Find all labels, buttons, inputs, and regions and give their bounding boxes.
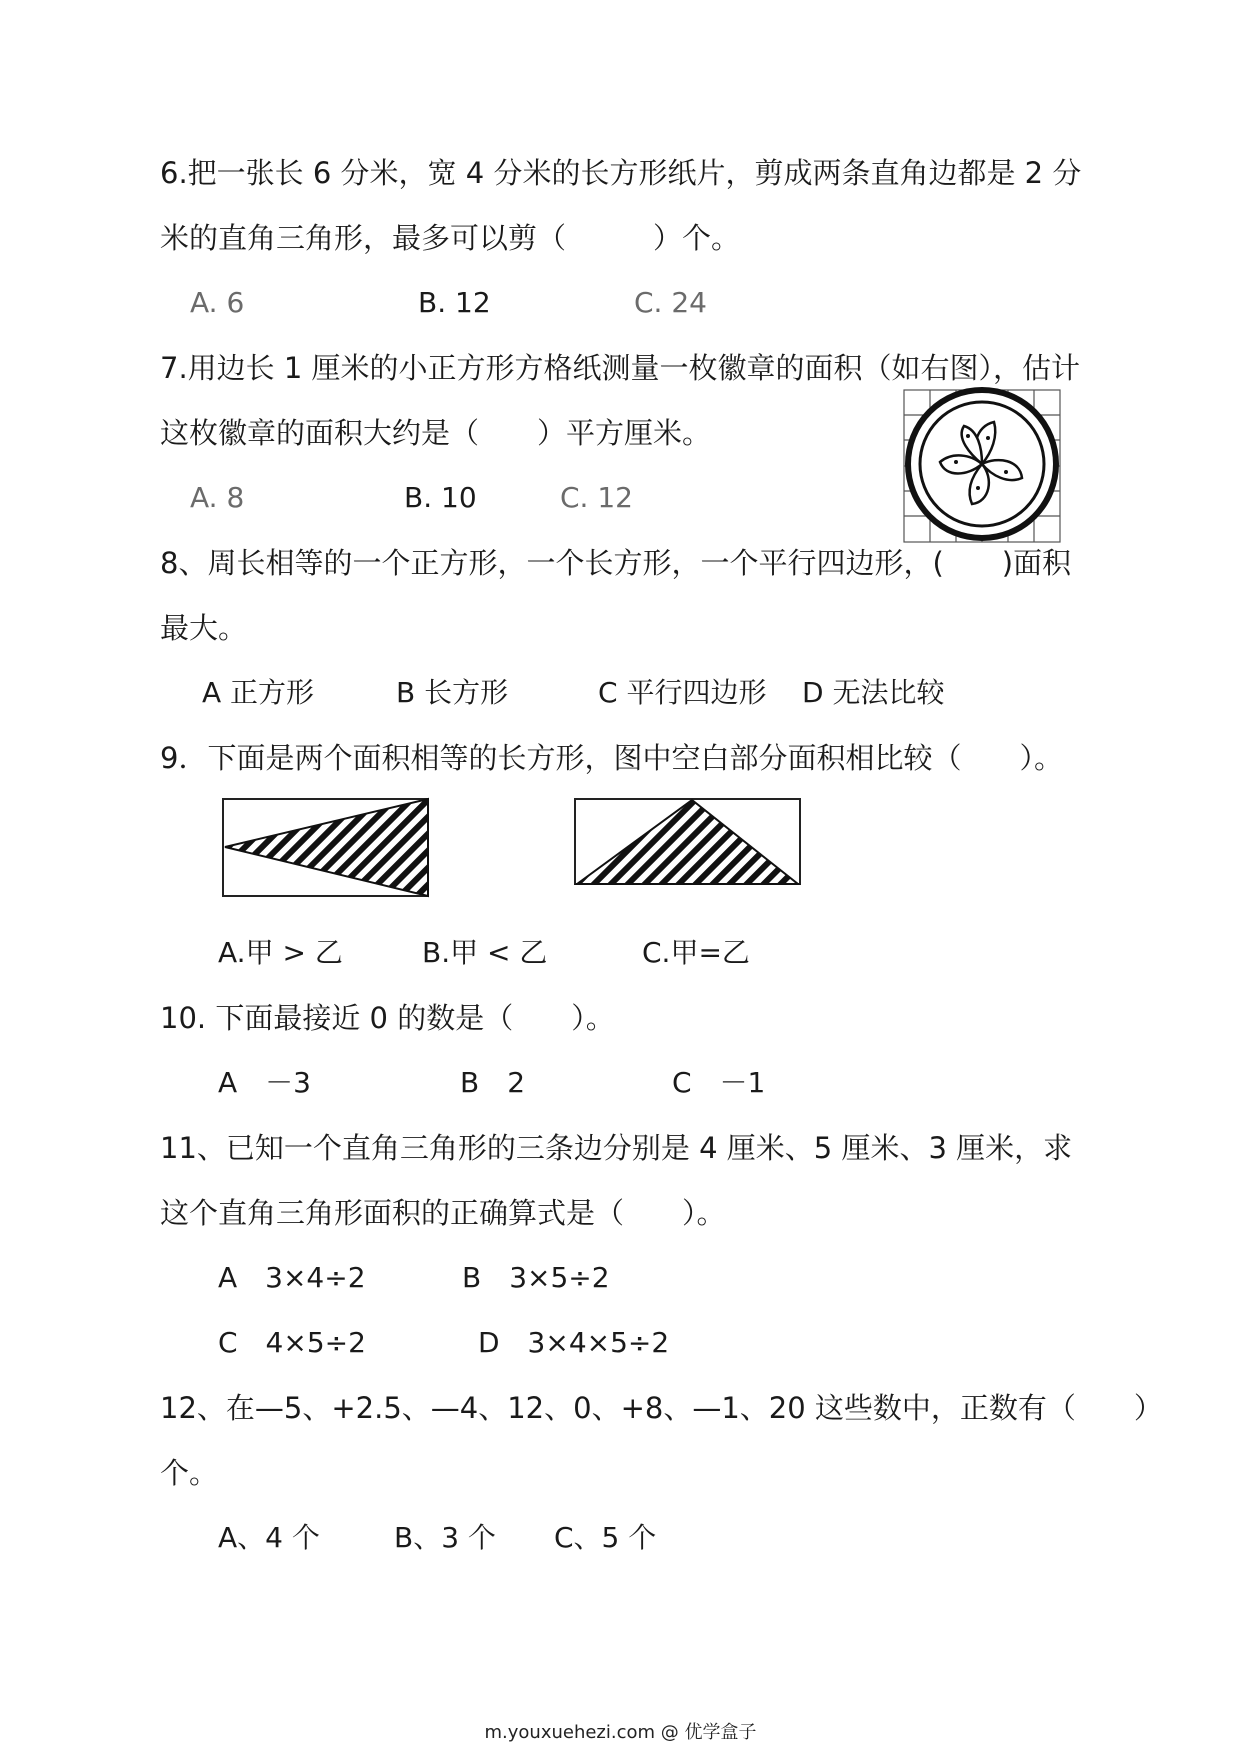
question-6-line-2: 米的直角三角形，最多可以剪（ ）个。 <box>160 221 741 255</box>
question-10-line-1: 10. 下面最接近 0 的数是（ ）。 <box>160 1001 615 1035</box>
footer-watermark: m.youxuehezi.com @ 优学盒子 <box>484 1722 757 1743</box>
question-7-line-2: 这枚徽章的面积大约是（ ）平方厘米。 <box>160 416 712 450</box>
question-11-option-d: D 3×4×5÷2 <box>478 1326 670 1359</box>
question-8-line-2: 最大。 <box>160 611 248 645</box>
question-11-line-2: 这个直角三角形面积的正确算式是（ ）。 <box>160 1196 726 1230</box>
question-12-option-a: A、4 个 <box>218 1521 320 1554</box>
question-12-option-c: C、5 个 <box>554 1521 657 1554</box>
question-10-option-a: A －3 <box>218 1066 311 1099</box>
question-9-option-c: C.甲=乙 <box>642 936 750 969</box>
question-8-option-d: D 无法比较 <box>802 676 945 709</box>
question-12-line-2: 个。 <box>160 1456 219 1490</box>
badge-grid-figure <box>902 388 1062 544</box>
question-7-option-c: C. 12 <box>560 481 633 514</box>
question-12-line-1: 12、在—5、+2.5、—4、12、0、+8、—1、20 这些数中，正数有（ ） <box>160 1391 1163 1425</box>
question-7-option-a: A. 8 <box>190 481 245 514</box>
question-9-option-b: B.甲 < 乙 <box>422 936 548 969</box>
question-11-option-c: C 4×5÷2 <box>218 1326 366 1359</box>
question-11-option-a: A 3×4÷2 <box>218 1261 366 1294</box>
question-10-option-c: C －1 <box>672 1066 766 1099</box>
question-11-option-b: B 3×5÷2 <box>462 1261 610 1294</box>
question-6-line-1: 6.把一张长 6 分米，宽 4 分米的长方形纸片，剪成两条直角边都是 2 分 <box>160 156 1082 190</box>
rectangle-figure-jia <box>222 798 430 898</box>
question-9-option-a: A.甲 > 乙 <box>218 936 343 969</box>
rectangle-figure-yi <box>574 798 802 886</box>
question-8-option-b: B 长方形 <box>396 676 509 709</box>
question-11-line-1: 11、已知一个直角三角形的三条边分别是 4 厘米、5 厘米、3 厘米，求 <box>160 1131 1073 1165</box>
question-8-line-1: 8、周长相等的一个正方形，一个长方形，一个平行四边形，( )面积 <box>160 546 1072 580</box>
question-7-option-b: B. 10 <box>404 481 477 514</box>
question-6-option-a: A. 6 <box>190 286 245 319</box>
question-6-option-c: C. 24 <box>634 286 707 319</box>
question-10-option-b: B 2 <box>460 1066 526 1099</box>
question-8-option-a: A 正方形 <box>202 676 315 709</box>
question-8-option-c: C 平行四边形 <box>598 676 767 709</box>
question-12-option-b: B、3 个 <box>394 1521 496 1554</box>
question-6-option-b: B. 12 <box>418 286 491 319</box>
question-9-line-1: 9．下面是两个面积相等的长方形，图中空白部分面积相比较（ ）。 <box>160 741 1063 775</box>
question-7-line-1: 7.用边长 1 厘米的小正方形方格纸测量一枚徽章的面积（如右图），估计 <box>160 351 1081 385</box>
